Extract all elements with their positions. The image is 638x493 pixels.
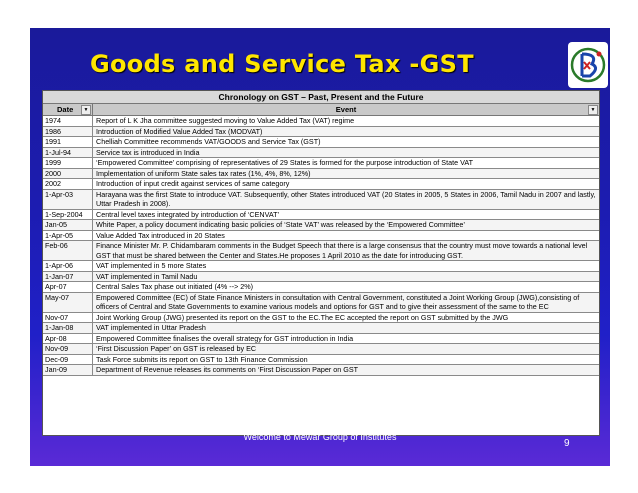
row-date: 1-Apr-06 [43, 261, 93, 271]
table-row [43, 313, 599, 324]
row-event: VAT implemented in Tamil Nadu [96, 271, 198, 281]
chevron-down-icon[interactable]: ▼ [588, 105, 598, 115]
row-date: Apr-07 [43, 282, 93, 292]
row-date: 2002 [43, 179, 93, 189]
row-date: 1-Jul-94 [43, 148, 93, 158]
row-event: Introduction of Modified Value Added Tax (MODVAT) [96, 126, 263, 136]
row-date: 1991 [43, 137, 93, 147]
table-row [43, 272, 599, 283]
row-event: Empowered Committee (EC) of State Finance Ministers in consultation with Central Government, constituted a Joint Working Group (JWG),consisting of officers of Central and State Governments to examine various models and options for GST and to give their assessment of the same to the EC [96, 292, 580, 311]
row-event: ‘Empowered Committee’ comprising of representatives of 29 States is formed for the purpose introduction of State VAT [96, 158, 473, 167]
table-row [43, 355, 599, 366]
row-event: Central level taxes integrated by introduction of ‘CENVAT’ [96, 209, 280, 219]
row-date: 1-Apr-05 [43, 231, 93, 241]
table-row [43, 241, 599, 261]
row-date: May-07 [43, 293, 93, 312]
row-event: Joint Working Group (JWG) presented its report on the GST to the EC.The EC accepted the report on GST submitted by the JWG [96, 312, 509, 322]
row-date: 1-Jan-08 [43, 323, 93, 333]
row-date: Nov-09 [43, 344, 93, 354]
mewar-logo-icon [568, 42, 608, 88]
column-header-date[interactable] [43, 104, 93, 115]
table-header [43, 104, 599, 116]
row-event: Introduction of input credit against services of same category [96, 179, 290, 188]
row-date: 1-Apr-03 [43, 190, 93, 209]
row-event: Value Added Tax introduced in 20 States [96, 230, 225, 240]
row-event: Central Sales Tax phase out initiated (4% --> 2%) [96, 282, 254, 291]
column-header-event-label: Event [335, 105, 357, 114]
table-row [43, 190, 599, 210]
row-event: Harayana was the first State to introduce VAT. Subsequently, other States introduced VAT (20 States in 2005, 5 States in 2006, Tamil Nadu in 2007 and lastly, Uttar Pradesh in 2008). [96, 189, 596, 208]
table-caption: Chronology on GST – Past, Present and the Future [43, 91, 599, 104]
column-header-event[interactable] [93, 104, 599, 115]
table-row [43, 220, 599, 231]
table-row [43, 334, 599, 345]
row-event: Finance Minister Mr. P. Chidambaram comments in the Budget Speech that there is a large consensus that the country must move towards a national level GST that must be shared between the Center and States.He proposes 1 April 2010 as the date for introducing GST. [96, 241, 588, 260]
row-date: 1999 [43, 158, 93, 168]
row-event: VAT implemented in 5 more States [96, 261, 207, 270]
column-header-date-label: Date [57, 105, 74, 114]
row-event: Department of Revenue releases its comments on ‘First Discussion Paper on GST [96, 365, 359, 374]
row-event: VAT implemented in Uttar Pradesh [96, 323, 206, 332]
table-row [43, 323, 599, 334]
table-row [43, 261, 599, 272]
slide-title: Goods and Service Tax -GST [90, 50, 474, 78]
table-row [43, 158, 599, 169]
table-row [43, 293, 599, 313]
row-event: Empowered Committee finalises the overall strategy for GST introduction in India [96, 333, 354, 343]
row-date: 2000 [43, 169, 93, 179]
chronology-table [42, 90, 600, 436]
row-event: Chelliah Committee recommends VAT/GOODS and Service Tax (GST) [96, 137, 321, 146]
row-date: Nov-07 [43, 313, 93, 323]
table-body [43, 116, 599, 376]
table-row [43, 137, 599, 148]
row-date: Feb-06 [43, 241, 93, 260]
row-date: Jan-09 [43, 365, 93, 375]
table-row [43, 127, 599, 138]
table-row [43, 148, 599, 159]
row-date: Dec-09 [43, 355, 93, 365]
row-date: Apr-08 [43, 334, 93, 344]
table-row [43, 344, 599, 355]
table-row [43, 116, 599, 127]
row-date: Jan-05 [43, 220, 93, 230]
chevron-down-icon[interactable]: ▼ [81, 105, 91, 115]
table-row [43, 179, 599, 190]
row-date: 1-Sep-2004 [43, 210, 93, 220]
table-row [43, 365, 599, 376]
table-row [43, 210, 599, 221]
footer-text: Welcome to Mewar Group of Institutes [243, 432, 397, 442]
row-date: 1974 [43, 116, 93, 126]
table-row [43, 231, 599, 242]
row-event: Task Force submits its report on GST to 13th Finance Commission [96, 354, 308, 364]
page-number: 9 [564, 438, 570, 449]
slide [30, 28, 610, 466]
row-event: Report of L K Jha committee suggested moving to Value Added Tax (VAT) regime [96, 116, 355, 125]
table-row [43, 282, 599, 293]
row-event: Service tax is introduced in India [96, 147, 200, 157]
row-event: White Paper, a policy document indicating basic policies of ‘State VAT’ was released by the ‘Empowered Committee’ [96, 220, 465, 229]
row-date: 1986 [43, 127, 93, 137]
row-event: Implementation of uniform State sales tax rates (1%, 4%, 8%, 12%) [96, 168, 311, 178]
row-date: 1-Jan-07 [43, 272, 93, 282]
row-event: ‘First Discussion Paper’ on GST is released by EC [96, 344, 257, 353]
table-row [43, 169, 599, 180]
